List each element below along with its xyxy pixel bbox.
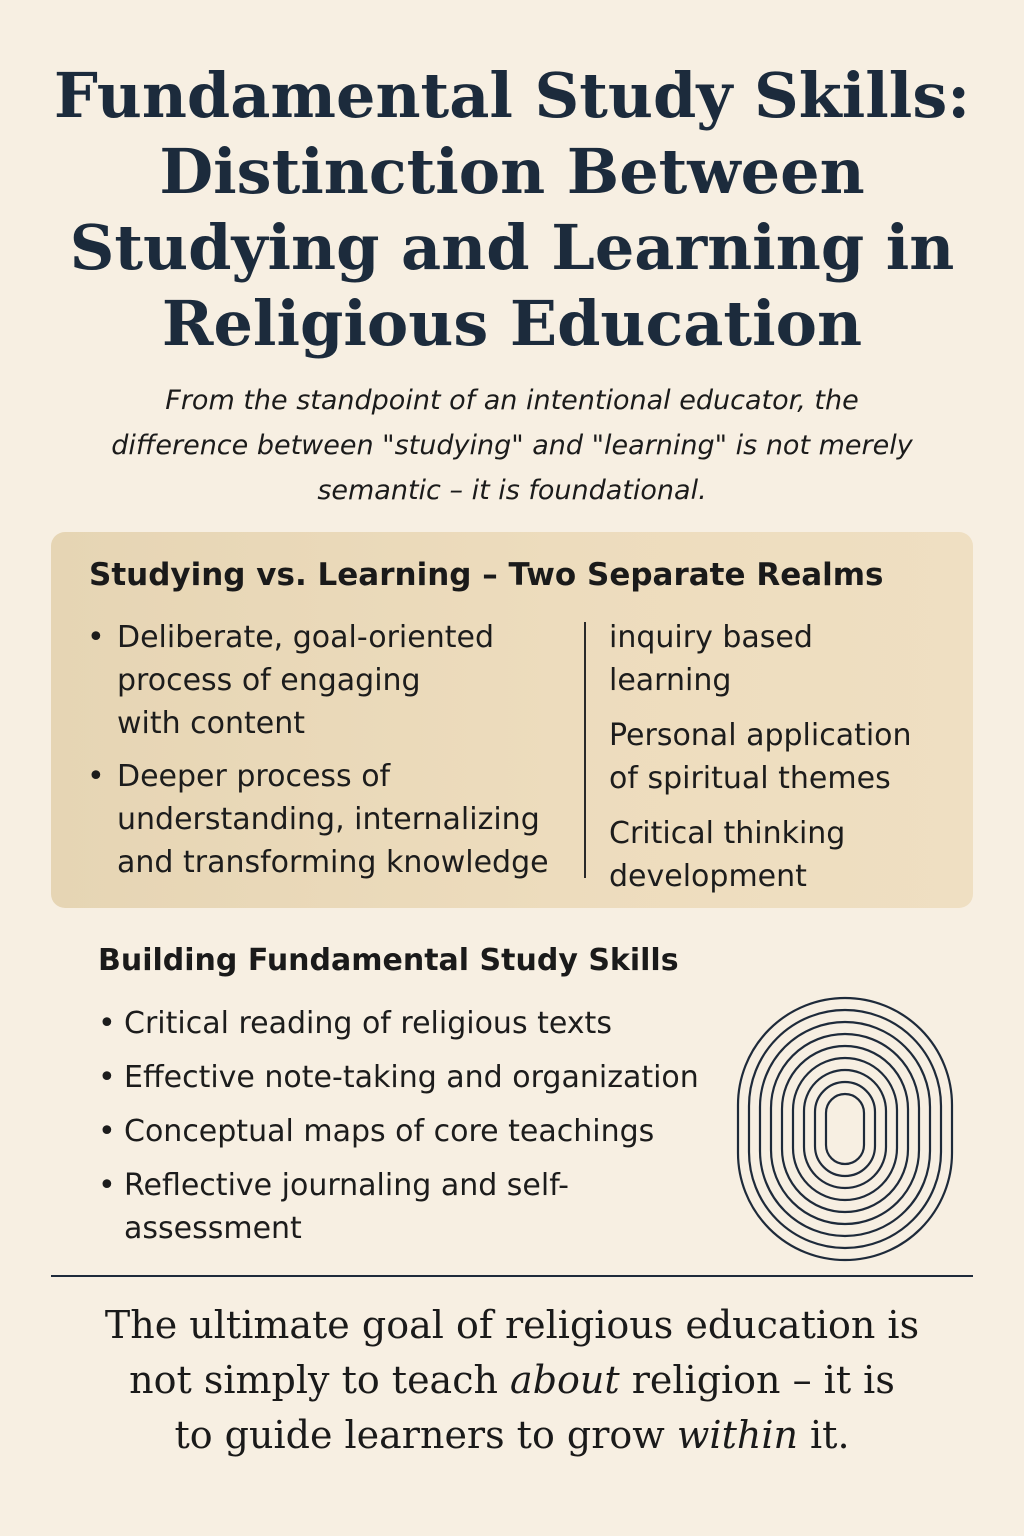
bullet-icon: • (87, 620, 105, 655)
list-item (98, 1164, 738, 1250)
item-line: with content (117, 706, 306, 741)
studying-vs-learning-panel (51, 532, 973, 908)
item-line: of spiritual themes (609, 761, 891, 796)
bullet-icon: • (98, 1060, 116, 1095)
list-item (98, 1002, 738, 1045)
bullet-icon: • (98, 1168, 116, 1203)
page-title (40, 58, 984, 362)
studying-column (87, 616, 617, 894)
learning-column (609, 616, 959, 910)
item-line: process of engaging (117, 663, 421, 698)
list-item (609, 714, 959, 800)
list-item (609, 616, 959, 702)
closing-line (40, 1353, 984, 1408)
item-line: Critical reading of religious texts (124, 1006, 612, 1041)
list-item (98, 1056, 738, 1099)
bullet-icon: • (87, 759, 105, 794)
item-line: understanding, internalizing (117, 802, 540, 837)
item-line: development (609, 859, 807, 894)
skills-heading: Building Fundamental Study Skills (98, 943, 679, 978)
skills-list (98, 1002, 738, 1261)
item-line: assessment (124, 1211, 302, 1246)
realms-heading: Studying vs. Learning – Two Separate Realms (89, 557, 884, 593)
item-line: Effective note-taking and organization (124, 1060, 699, 1095)
section-divider (51, 1275, 973, 1277)
item-line: and transforming knowledge (117, 845, 549, 880)
column-divider (584, 622, 586, 878)
list-item (87, 616, 617, 745)
item-line: Deliberate, goal-oriented (117, 620, 494, 655)
concentric-oval-spiral-icon (734, 994, 956, 1264)
item-line: Personal application (609, 718, 912, 753)
list-item (609, 812, 959, 898)
closing-emphasis: within (676, 1413, 798, 1457)
closing-text: The ultimate goal of religious education is (104, 1303, 920, 1347)
bullet-icon: • (98, 1114, 116, 1149)
list-item (87, 755, 617, 884)
title-line: Studying and Learning in (69, 211, 955, 284)
intro-line: difference between "studying" and "learning" is not merely (111, 430, 913, 461)
item-line: inquiry based (609, 620, 813, 655)
closing-emphasis: about (510, 1358, 620, 1402)
bullet-icon: • (98, 1006, 116, 1041)
item-line: learning (609, 663, 732, 698)
closing-text: not simply to teach (129, 1358, 511, 1402)
item-line: Deeper process of (117, 759, 391, 794)
closing-line (40, 1408, 984, 1463)
intro-line: From the standpoint of an intentional educator, the (165, 385, 859, 416)
item-line: Conceptual maps of core teachings (124, 1114, 655, 1149)
item-line: Critical thinking (609, 816, 846, 851)
item-line: Reflective journaling and self- (124, 1168, 569, 1203)
intro-paragraph (60, 378, 964, 513)
title-line: Religious Education (161, 287, 863, 360)
list-item (98, 1110, 738, 1153)
intro-line: semantic – it is foundational. (317, 475, 707, 506)
title-line: Distinction Between (159, 135, 865, 208)
closing-statement (40, 1298, 984, 1463)
closing-line (40, 1298, 984, 1353)
closing-text: religion – it is (619, 1358, 895, 1402)
closing-text: it. (797, 1413, 850, 1457)
title-line: Fundamental Study Skills: (53, 59, 971, 132)
closing-text: to guide learners to grow (174, 1413, 677, 1457)
